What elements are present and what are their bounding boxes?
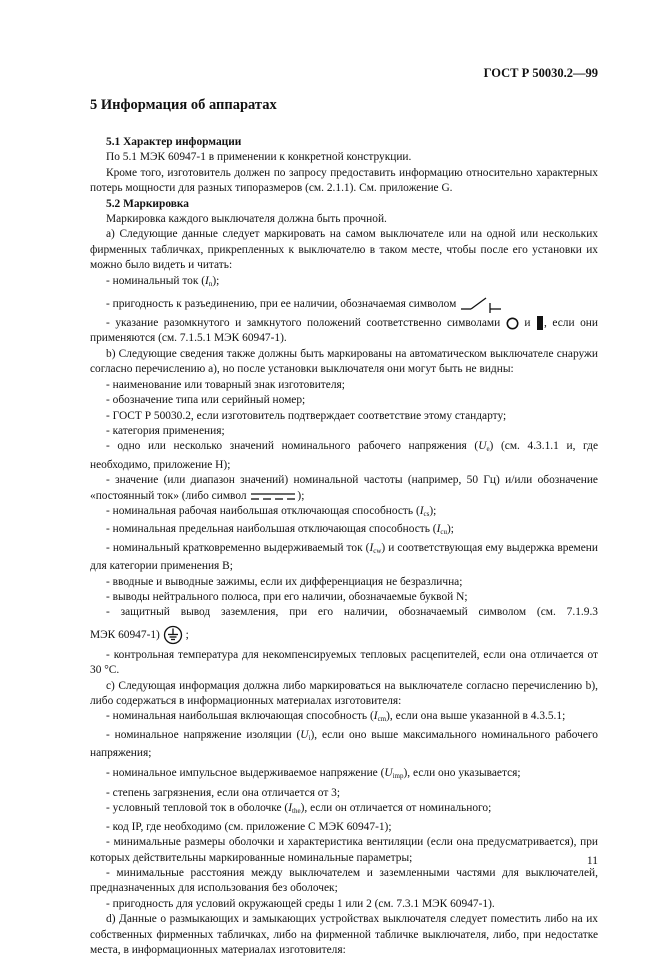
- closed-position-icon: [536, 316, 544, 330]
- c-item-uimp: - номинальное импульсное выдерживаемое напряжение $(U_{imp})$, если оно указывается;: [106, 766, 521, 780]
- item-c-intro: с) Следующая информация должна либо маркироваться на выключателе согласно перечислению b), либо содержаться в информационных материалах изготовителя:: [90, 679, 598, 707]
- c-item-ventilation: - минимальные размеры оболочки и характеристика вентиляции (если она предусматривается), при которых действительны маркированные номинальные параметры;: [90, 836, 598, 864]
- item-a-intro: а) Следующие данные следует маркировать на самом выключателе или на одной или нескольких фирменных табличках, прикрепленных к выключателю в таком месте, чтобы после его установки их можно было видеть и читать:: [90, 228, 598, 272]
- c-item-distances: - минимальные расстояния между выключателем и заземленными частями для выключателей, предназначенных для использования без оболочек;: [90, 867, 598, 895]
- c-item-pollution: - степень загрязнения, если она отличается от 3;: [106, 787, 341, 800]
- c-item-environment: - пригодность для условий окружающей среды 1 или 2 (см. 7.3.1 МЭК 60947-1).: [106, 897, 495, 910]
- item-d-intro: d) Данные о размыкающих и замыкающих устройствах выключателя следует поместить либо на их собственных фирменных табличках, либо на фирменной табличке выключателя, либо, при недостатке места, в информационных материалах изготовителя:: [90, 913, 598, 957]
- subsection-5-1-title: 5.1 Характер информации: [106, 136, 242, 148]
- b-item-standard: - ГОСТ Р 50030.2, если изготовитель подтверждает соответствие этому стандарту;: [106, 409, 507, 422]
- b-item-earth-cont: МЭК 60947-1) ;: [90, 624, 598, 646]
- section-title: 5 Информация об аппаратах: [90, 97, 277, 113]
- b-item-category: - категория применения;: [106, 424, 225, 437]
- b-item-manufacturer: - наименование или товарный знак изготовителя;: [106, 378, 345, 391]
- protective-earth-icon: [163, 625, 183, 645]
- c-item-ui: - номинальное напряжение изоляции $(U_i)$, если оно выше максимального номинального рабочего напряжения;: [90, 728, 598, 760]
- c-item-ithe: - условный тепловой ток в оболочке $(I_{the})$, если он отличается от номинального;: [106, 802, 492, 816]
- subsection-5-2-title: 5.2 Маркировка: [106, 197, 189, 210]
- page-number: 11: [586, 855, 598, 867]
- item-b-intro: b) Следующие сведения также должны быть маркированы на автоматическом выключателе снаружи согласно перечислению а), но после установки выключателя они могут быть не видны:: [90, 347, 598, 376]
- b-item-earth: - защитный вывод заземления, при его наличии, обозначаемый символом (см. 7.1.9.3: [106, 606, 598, 619]
- b-item-type: - обозначение типа или серийный номер;: [106, 394, 306, 407]
- disconnector-symbol: [459, 294, 503, 314]
- b-item-rated-voltage: - одно или несколько значений номинального рабочего напряжения $(U_e)$ (см. 4.3.1.1 и, где необходимо, приложение H);: [90, 440, 598, 471]
- item-rated-current: - номинальный ток $(I_n)$;: [106, 274, 220, 288]
- document-header: ГОСТ Р 50030.2—99: [483, 66, 598, 80]
- b-item-neutral: - выводы нейтрального полюса, при его наличии, обозначаемые буквой N;: [106, 590, 468, 603]
- s51-paragraph-2: Кроме того, изготовитель должен по запросу предоставить информацию относительно характерных потерь мощности для разных типоразмеров (см. 2.1.1). См. приложение G.: [90, 166, 598, 195]
- b-item-terminals: - вводные и выводные зажимы, если их дифференциация не безразлична;: [106, 575, 463, 588]
- b-item-temperature: - контрольная температура для некомпенсируемых тепловых расцепителей, если она отличается от 30 °С.: [90, 648, 598, 677]
- b-item-icw: - номинальный кратковременно выдерживаемый ток $(I_{cw})$ и соответствующая ему выдержка времени для категории применения B;: [90, 541, 598, 573]
- c-item-icm: - номинальная наибольшая включающая способность $(I_{cm})$, если она выше указанной в 4.3.5.1;: [106, 710, 566, 724]
- item-positions: - указание разомкнутого и замкнутого положений соответственно символами и , если они применяются (см. 7.1.5.1 МЭК 60947-1).: [90, 317, 598, 345]
- item-isolation: - пригодность к разъединению, при ее наличии, обозначаемая символом: [90, 292, 598, 316]
- b-item-frequency: - значение (или диапазон значений) номинальной частоты (например, 50 Гц) и/или обозначение «постоянный ток» (либо символ );: [90, 474, 598, 502]
- c-item-ip: - код IP, где необходимо (см. приложение С МЭК 60947-1);: [106, 820, 392, 833]
- document-body: [90, 96, 598, 959]
- dc-symbol: [249, 491, 297, 501]
- b-item-ics: - номинальная рабочая наибольшая отключающая способность $(I_{cs})$;: [106, 504, 437, 518]
- open-position-icon: [506, 317, 519, 330]
- s52-paragraph-1: Маркировка каждого выключателя должна быть прочной.: [106, 213, 387, 226]
- b-item-icu: - номинальная предельная наибольшая отключающая способность $(I_{cu})$;: [106, 523, 454, 537]
- s51-paragraph-1: По 5.1 МЭК 60947-1 в применении к конкретной конструкции.: [106, 151, 412, 164]
